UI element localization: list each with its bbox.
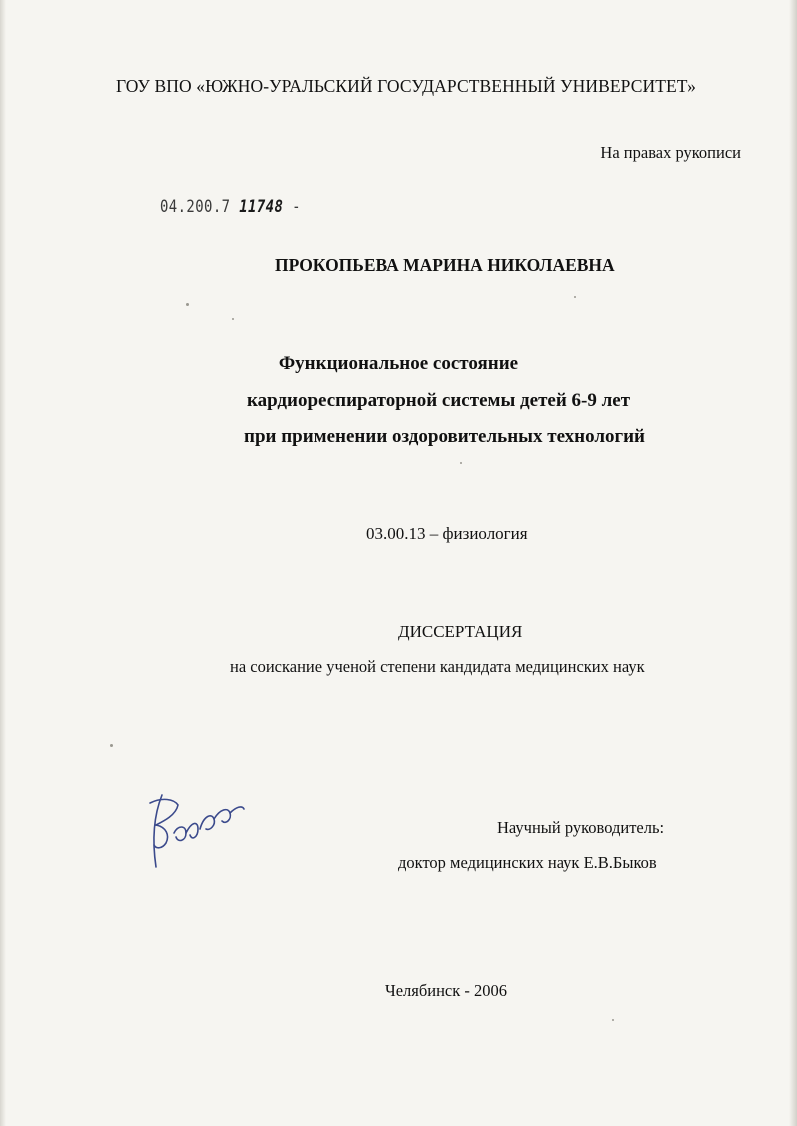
title-line-2: кардиореспираторной системы детей 6-9 лет <box>246 390 631 411</box>
scan-speck <box>232 318 234 320</box>
supervisor-name: доктор медицинских наук Е.В.Быков <box>398 853 657 872</box>
title-line-3: при применении оздоровительных технологий <box>244 426 645 447</box>
document-type: ДИССЕРТАЦИЯ <box>398 622 523 641</box>
supervisor-label: Научный руководитель: <box>497 818 665 837</box>
scan-edge-right <box>789 0 797 1126</box>
scan-edge-left <box>0 0 6 1126</box>
handwritten-signature <box>140 785 250 875</box>
city-year: Челябинск - 2006 <box>385 981 508 1000</box>
scan-speck <box>574 296 576 298</box>
scan-speck <box>460 462 462 464</box>
title-line-1: Функциональное состояние <box>278 353 519 374</box>
specialty-code: 03.00.13 – физиология <box>366 524 528 543</box>
stamp-prefix: 04.200.7 <box>160 197 231 217</box>
manuscript-note: На правах рукописи <box>600 143 741 162</box>
stamp-suffix: - <box>292 197 301 217</box>
archive-stamp-number <box>160 197 301 217</box>
degree-statement: на соискание ученой степени кандидата медицинских наук <box>230 657 645 676</box>
scan-speck <box>110 744 113 747</box>
organization-name: ГОУ ВПО «ЮЖНО-УРАЛЬСКИЙ ГОСУДАРСТВЕННЫЙ УНИВЕРСИТЕТ» <box>116 76 696 96</box>
author-name: ПРОКОПЬЕВА МАРИНА НИКОЛАЕВНА <box>275 255 615 275</box>
scan-speck <box>612 1019 614 1021</box>
scan-speck <box>186 303 189 306</box>
stamp-main: 11748 <box>239 197 284 217</box>
